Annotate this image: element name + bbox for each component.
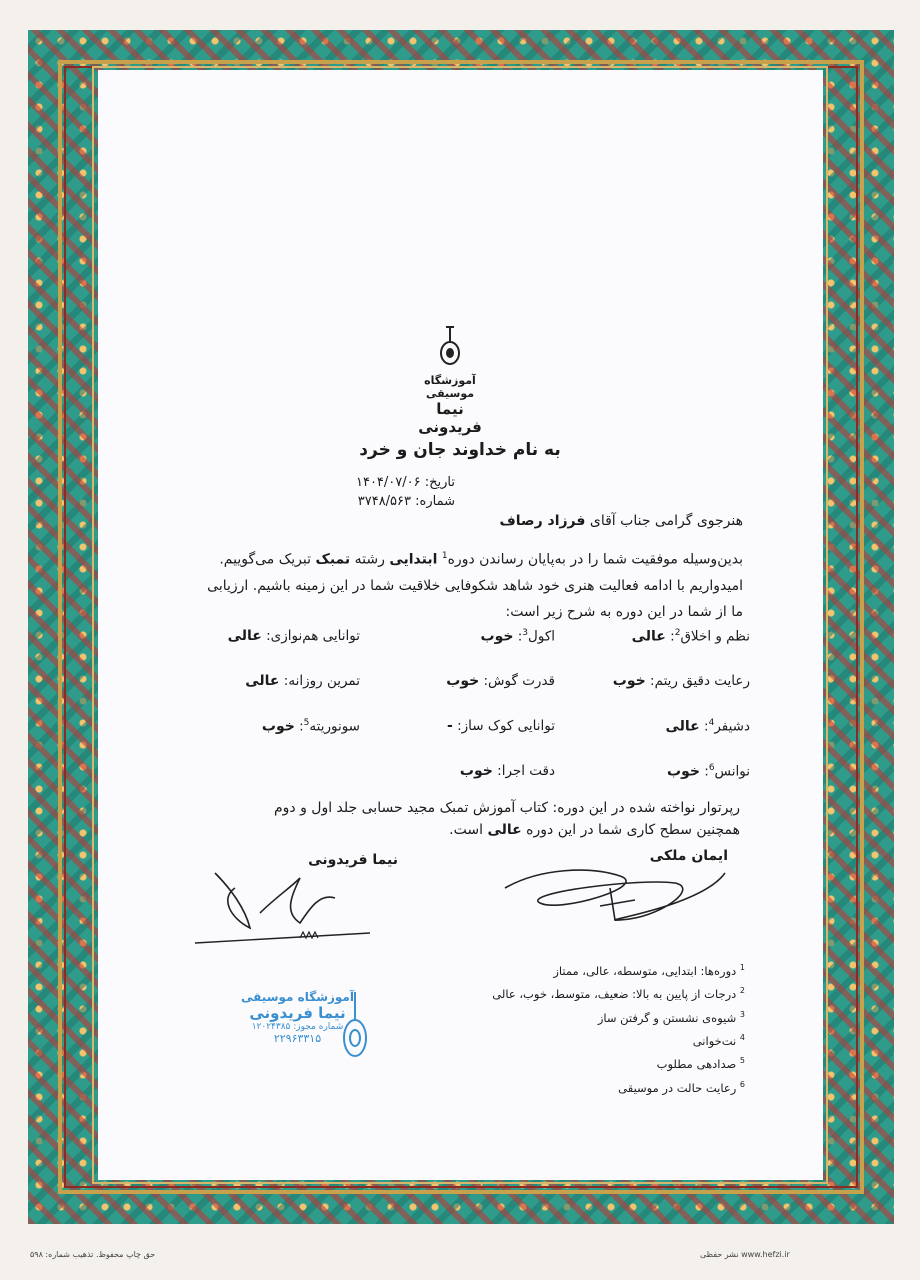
- evaluation-item: نوانس$^6$: خوب: [667, 763, 750, 780]
- evaluation-item: توانایی هم‌نوازی: عالی: [227, 628, 360, 644]
- footnote-item: $^1$ دوره‌ها: ابتدایی، متوسطه، عالی، ممتاز: [553, 963, 745, 978]
- logo-line1: آموزشگاه موسیقی: [424, 374, 476, 400]
- addressee: [420, 513, 743, 529]
- evaluation-value: عالی: [227, 628, 262, 644]
- footnote-item: $^3$ شیوه‌ی نشستن و گرفتن ساز: [597, 1009, 745, 1025]
- evaluation-row: [210, 673, 750, 718]
- evaluation-grid: [210, 628, 750, 808]
- body-part2: رشته: [354, 551, 385, 568]
- signatory-left-name: نیما فریدونی: [308, 852, 398, 868]
- evaluation-item: قدرت گوش: خوب: [446, 673, 555, 689]
- evaluation-item: اکول$^3$: خوب: [480, 628, 555, 645]
- body-paragraph: [200, 543, 743, 625]
- footnote-item: $^4$ نت‌خوانی: [692, 1032, 745, 1048]
- course-field: تمبک: [315, 551, 351, 568]
- footnote-item: $^5$ صدادهی مطلوب: [656, 1056, 745, 1072]
- number-value: ۳۷۴۸/۵۶۳: [357, 494, 412, 509]
- stamp-line3: شماره مجوز: ۱۲۰۲۴۳۸۵: [251, 1022, 344, 1032]
- evaluation-value: خوب: [480, 628, 514, 645]
- repertoire-line1: رپرتوار نواخته شده در این دوره: کتاب آموزش تمبک مجید حسابی جلد اول و دوم: [273, 800, 740, 816]
- student-name: فرزاد رصاف: [499, 513, 586, 529]
- repertoire-line2: همچنین سطح کاری شما در این دوره عالی است.: [449, 822, 740, 838]
- evaluation-value: خوب: [446, 673, 480, 689]
- overall-level: عالی: [487, 822, 522, 838]
- evaluation-item: دشیفر$^4$: عالی: [665, 718, 750, 735]
- evaluation-row: [210, 628, 750, 673]
- evaluation-item: نظم و اخلاق$^2$: عالی: [631, 628, 750, 645]
- repertoire-block: [190, 797, 740, 841]
- footer-publisher: www.hefzi.ir نشر حفظی: [700, 1250, 790, 1259]
- evaluation-item: توانایی کوک ساز: -: [446, 718, 555, 734]
- evaluation-value: -: [446, 718, 453, 734]
- evaluation-value: عالی: [631, 628, 666, 645]
- logo-line2: نیما فریدونی: [418, 400, 482, 436]
- course-level: ابتدایی: [389, 551, 438, 568]
- evaluation-item: تمرین روزانه: عالی: [245, 673, 360, 689]
- evaluation-value: خوب: [261, 718, 295, 735]
- certificate-title: به نام خداوند جان و خرد: [359, 440, 561, 460]
- evaluation-value: عالی: [665, 718, 700, 735]
- stamp-line4: ۲۲۹۶۳۳۱۵: [273, 1032, 322, 1045]
- date-label: تاریخ:: [424, 475, 455, 490]
- date-value: ۱۴۰۴/۰۷/۰۶: [355, 475, 421, 490]
- signature-right: [500, 858, 730, 928]
- footnote-ref-1: 1: [441, 551, 448, 561]
- signature-left: [190, 868, 390, 948]
- evaluation-item: دقت اجرا: خوب: [459, 763, 555, 779]
- number-label: شماره:: [415, 494, 455, 509]
- evaluation-value: خوب: [667, 763, 700, 780]
- tar-instrument-icon: [405, 325, 495, 374]
- footnotes: [460, 958, 745, 1098]
- footnote-item: $^2$ درجات از پایین به بالا: ضعیف، متوسط، خوب، عالی: [492, 986, 745, 1002]
- footer-copyright: حق چاپ محفوظ. تذهیب شماره: ۵۹۸: [30, 1250, 156, 1259]
- signatory-right-name: ایمان ملکی: [649, 848, 728, 864]
- stamp-line2: نیما فریدونی: [249, 1004, 346, 1022]
- stamp-instrument-icon: [340, 990, 370, 1060]
- evaluation-value: عالی: [245, 673, 280, 689]
- evaluation-item: رعایت دقیق ریتم: خوب: [612, 673, 750, 689]
- school-logo: [405, 325, 495, 436]
- evaluation-value: خوب: [459, 763, 493, 779]
- evaluation-value: خوب: [612, 673, 646, 689]
- evaluation-row: [210, 718, 750, 763]
- meta-block: [255, 473, 455, 511]
- body-part1: بدین‌وسیله موفقیت شما را در به‌پایان رساندن دوره: [447, 551, 743, 568]
- addressee-prefix: هنرجوی گرامی جناب آقای: [589, 513, 743, 529]
- body-part3: تبریک می‌گوییم. امیدواریم با ادامه فعالیت هنری خود شاهد شکوفایی خلاقیت شما در این زمینه باشیم. ارزیابی ما از شما در این دوره به شرح زیر است:: [207, 551, 743, 620]
- footnote-item: $^6$ رعایت حالت در موسیقی: [618, 1079, 745, 1095]
- evaluation-item: سونوریته$^5$: خوب: [261, 718, 360, 735]
- stamp-line1: آموزشگاه موسیقی: [241, 990, 354, 1004]
